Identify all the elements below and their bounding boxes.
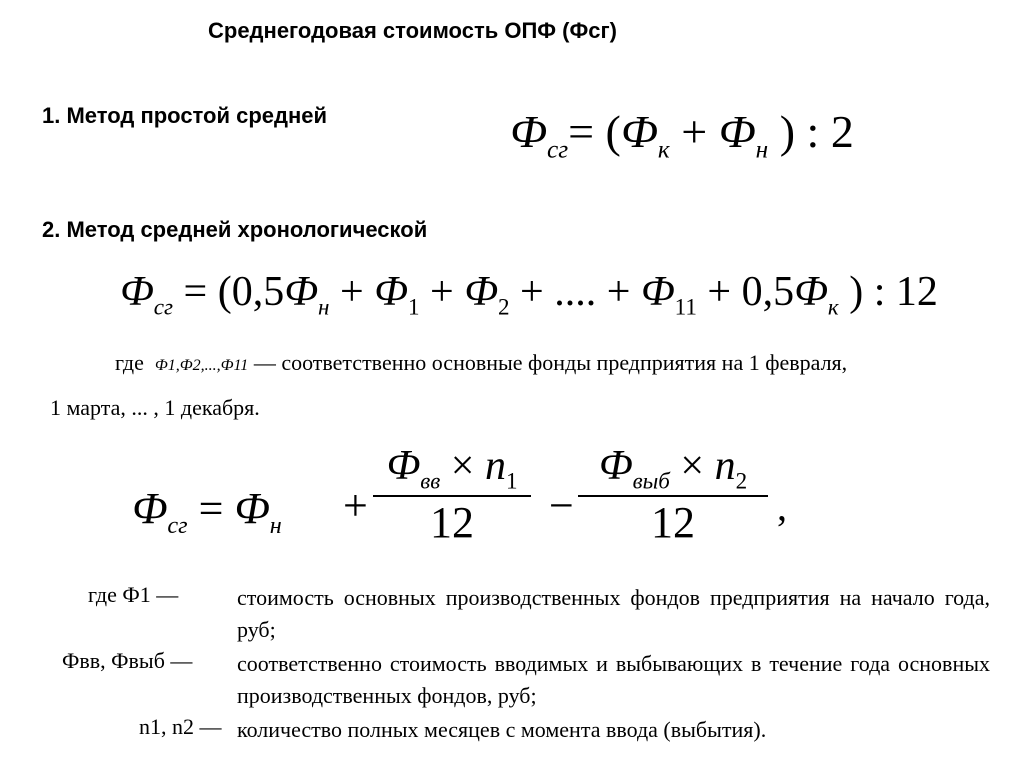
formula-symbol: Ф: [794, 269, 828, 315]
formula-symbol: Ф: [620, 106, 658, 157]
formula-operator: +: [419, 269, 465, 315]
fraction-numerator: [578, 442, 768, 495]
formula-operator: ) : 2: [768, 106, 854, 157]
formula-subscript: сг: [547, 135, 569, 164]
formula3-comma: ,: [777, 484, 787, 529]
formula-symbol: Ф: [640, 269, 675, 315]
fraction-numerator: [373, 442, 531, 495]
formula-symbol: Ф: [374, 269, 408, 315]
formula-subscript: 2: [497, 293, 510, 320]
formula-symbol: n: [484, 443, 506, 489]
formula3-plus: +: [343, 481, 368, 530]
formula-subscript: выб: [632, 467, 670, 494]
formula-subscript: н: [318, 293, 330, 320]
where-symbols: Ф1,Ф2,...,Ф11: [154, 357, 249, 374]
method2-heading: 2. Метод средней хронологической: [42, 217, 428, 242]
definition-label: где Ф1 —: [88, 582, 179, 607]
where-clause: [115, 350, 847, 376]
definition-text: соответственно стоимость вводимых и выбывающих в течение года основных производственных фондов, руб;: [237, 651, 990, 708]
formula-subscript: 1: [407, 293, 420, 320]
simple-average-formula: [510, 105, 854, 165]
formula-subscript: к: [657, 135, 670, 164]
formula3-minus: −: [549, 481, 574, 530]
definition-text: стоимость основных производственных фондов предприятия на начало года, руб;: [237, 585, 990, 642]
formula-operator: + 0,5: [696, 269, 795, 315]
formula-symbol: Ф: [510, 106, 547, 157]
formula-operator: ×: [669, 443, 715, 489]
page-title: Среднегодовая стоимость ОПФ (Фсг): [208, 18, 617, 43]
formula-symbol: Ф: [234, 484, 270, 533]
method1-heading: 1. Метод простой средней: [42, 103, 328, 128]
formula3-lhs: [132, 483, 282, 540]
formula-symbol: Ф: [718, 106, 756, 157]
where-text: — соответственно основные фонды предприятия на 1 февраля,: [253, 350, 848, 375]
definition-label: Фвв, Фвыб —: [62, 648, 193, 673]
fraction-output: [578, 442, 768, 548]
definition-text: количество полных месяцев с момента ввода (выбытия).: [237, 717, 767, 742]
where-prefix: где: [115, 350, 144, 375]
formula-subscript: сг: [167, 512, 188, 540]
formula-subscript: 11: [674, 293, 697, 320]
formula-operator: =: [187, 484, 235, 533]
chronological-average-formula: [120, 268, 938, 321]
formula-symbol: Ф: [386, 443, 421, 489]
fraction-denominator: 12: [651, 497, 695, 547]
formula-symbol: Ф: [132, 484, 168, 533]
formula-symbol: Ф: [464, 269, 498, 315]
formula-operator: ) : 12: [838, 269, 938, 315]
definition-label: n1, n2 —: [139, 714, 222, 739]
formula-operator: ×: [440, 443, 485, 489]
formula-subscript: н: [755, 135, 769, 164]
where-clause-continued: 1 марта, ... , 1 декабря.: [50, 395, 260, 420]
formula-symbol: n: [714, 443, 736, 489]
formula-symbol: Ф: [598, 443, 633, 489]
formula-symbol: Ф: [284, 269, 319, 315]
formula-subscript: к: [827, 293, 839, 320]
formula-subscript: сг: [153, 293, 174, 320]
formula-subscript: 1: [505, 467, 518, 494]
formula-operator: = (: [568, 106, 621, 157]
fraction-denominator: 12: [430, 497, 474, 547]
fraction-input: [373, 442, 531, 548]
formula-operator: = (0,5: [173, 269, 285, 315]
formula-subscript: н: [269, 512, 282, 540]
formula-symbol: Ф: [120, 269, 154, 315]
formula-subscript: вв: [420, 467, 441, 494]
formula-operator: + .... +: [509, 269, 641, 315]
formula-operator: +: [329, 269, 375, 315]
formula-operator: +: [669, 106, 719, 157]
formula-subscript: 2: [735, 467, 748, 494]
